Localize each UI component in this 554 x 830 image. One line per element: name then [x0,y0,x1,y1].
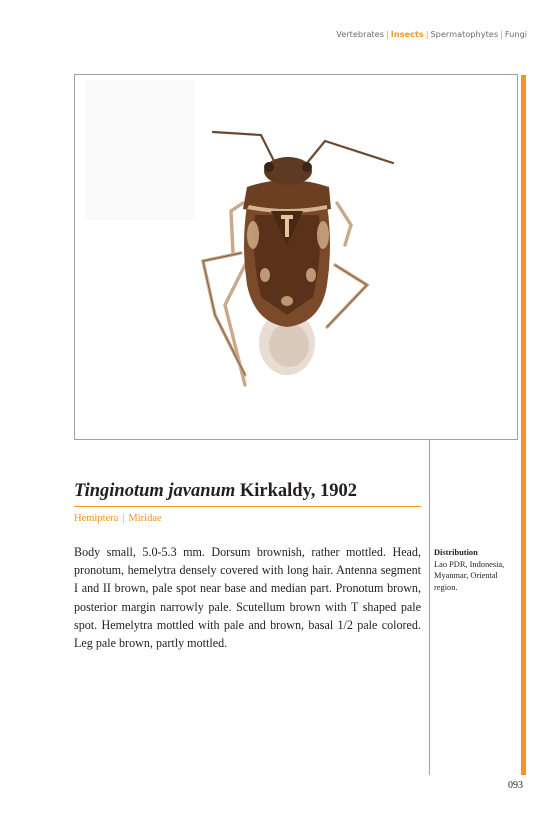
species-description: Body small, 5.0-5.3 mm. Dorsum brownish, rather mottled. Head, pronotum, hemelytra densely covered with long hair. Antenna segment I and II brown, pale spot near base and median part. Pronotum brown, posterior margin narrowly pale. Scutellum brown with T shaped pale spot. Hemelytra mottled with pale and brown, basal 1/2 pale colored. Leg pale brown, partly mottled. [74,545,421,651]
nav-item-spermatophytes[interactable]: Spermatophytes [430,29,499,39]
species-author: Kirkaldy, 1902 [239,481,358,501]
nav-separator: | [386,29,389,39]
nav-item-vertebrates[interactable]: Vertebrates [336,29,384,39]
page-number: 093 [508,780,523,791]
nav-item-insects[interactable]: Insects [390,29,424,39]
taxon-separator: | [122,513,125,524]
title-divider [74,506,421,507]
specimen-photo-frame [74,74,518,440]
distribution-box [434,547,516,593]
species-title [74,481,357,502]
taxonomy-line [74,513,162,524]
taxon-family: Miridae [128,513,162,524]
column-divider [429,440,430,775]
nav-item-fungi[interactable]: Fungi [504,29,527,39]
nav-separator: | [425,29,429,39]
taxon-order: Hemiptera [74,513,119,524]
distribution-text: Lao PDR, Indonesia, Myanmar, Oriental region. [434,559,505,592]
section-nav [336,29,527,39]
insect-specimen-photo [75,75,517,439]
nav-separator: | [500,29,503,39]
distribution-heading: Distribution [434,548,478,557]
side-accent-bar [521,75,526,775]
scientific-name: Tinginotum javanum [74,481,236,501]
